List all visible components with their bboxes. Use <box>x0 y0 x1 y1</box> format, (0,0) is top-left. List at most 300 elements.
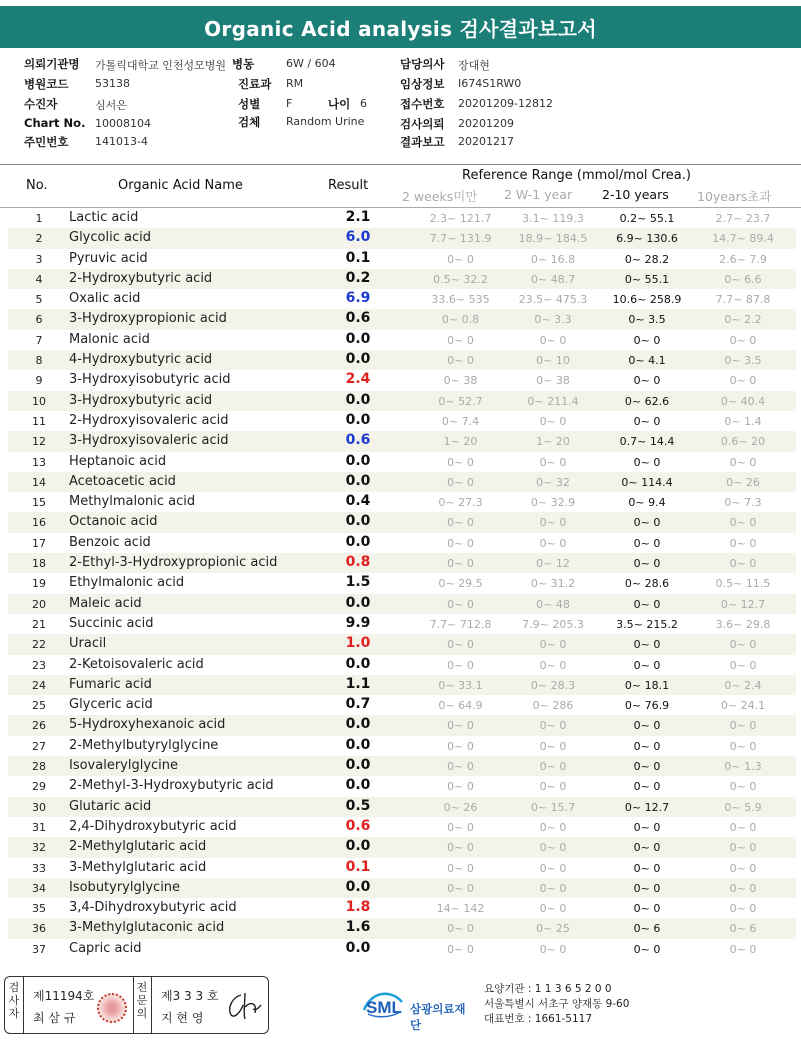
address-line: 서울특별시 서초구 양재동 9-60 <box>484 998 630 1010</box>
ref-range-2-10y: 0~ 0 <box>633 841 661 855</box>
acid-name: Ethylmalonic acid <box>69 575 185 591</box>
table-row <box>8 817 796 837</box>
ref-range-under-2-weeks: 7.7~ 712.8 <box>429 617 492 631</box>
age-label: 나이 <box>328 97 351 111</box>
ref-range-under-2-weeks: 7.7~ 131.9 <box>429 232 492 246</box>
ref-range-2w-1y: 0~ 28.3 <box>530 678 576 692</box>
ref-range-under-2-weeks: 0~ 0 <box>447 475 474 489</box>
result-value: 0.1 <box>345 858 371 875</box>
ref-range-under-2-weeks: 0~ 0 <box>447 881 474 895</box>
row-number: 33 <box>32 861 46 875</box>
ref-range-over-10y: 2.6~ 7.9 <box>719 252 767 266</box>
sex-label: 성별 <box>238 97 261 111</box>
ref-range-2w-1y: 0~ 0 <box>539 638 567 652</box>
ref-range-over-10y: 0~ 26 <box>726 475 760 489</box>
ref-range-2w-1y: 0~ 12 <box>536 557 570 571</box>
ref-range-under-2-weeks: 0.5~ 32.2 <box>433 272 488 286</box>
table-row <box>8 249 796 269</box>
ref-range-under-2-weeks: 0~ 27.3 <box>438 496 483 510</box>
ref-range-2-10y: 0~ 0 <box>633 658 661 672</box>
examiner-seal <box>97 993 127 1023</box>
ref-range-2w-1y: 3.1~ 119.3 <box>522 212 584 225</box>
result-value: 2.1 <box>345 209 371 225</box>
ref-range-over-10y: 0~ 0 <box>729 333 757 347</box>
ref-range-2w-1y: 0~ 211.4 <box>527 394 579 408</box>
ref-range-under-2-weeks: 0~ 0 <box>447 333 474 347</box>
acid-name: 2-Hydroxyisovaleric acid <box>69 412 229 428</box>
ref-range-over-10y: 0~ 2.2 <box>724 313 762 327</box>
ref-range-2-10y: 0~ 0 <box>633 597 661 611</box>
result-value: 1.6 <box>345 919 371 936</box>
code-value: 53138 <box>95 77 130 90</box>
ref-range-over-10y: 14.7~ 89.4 <box>712 232 774 246</box>
row-number: 29 <box>32 780 46 794</box>
specialist-label: 전문의 <box>136 981 148 1020</box>
ref-range-2-10y: 0~ 0 <box>633 374 661 388</box>
ref-range-under-2-weeks: 0~ 0 <box>447 557 474 571</box>
ref-range-2w-1y: 0~ 38 <box>536 374 570 388</box>
row-number: 13 <box>32 455 46 469</box>
acid-name: 2-Methyl-3-Hydroxybutyric acid <box>69 778 274 794</box>
table-row <box>8 573 796 593</box>
ref-range-2w-1y: 0~ 0 <box>539 719 567 733</box>
ref-range-2w-1y: 0~ 0 <box>539 780 567 794</box>
acid-name: 2-Ethyl-3-Hydroxypropionic acid <box>69 555 278 571</box>
ref-range-2-10y: 0~ 0 <box>633 780 661 794</box>
table-row <box>8 269 796 289</box>
table-row <box>8 208 796 228</box>
results-table <box>8 208 796 959</box>
row-number: 32 <box>32 841 46 855</box>
ref-range-over-10y: 0~ 0 <box>729 780 757 794</box>
acid-name: 3-Hydroxyisovaleric acid <box>69 433 229 449</box>
clinical-value: I674S1RW0 <box>458 77 522 90</box>
result-value: 0.0 <box>345 513 371 530</box>
row-number: 21 <box>32 617 46 631</box>
acid-name: Pyruvic acid <box>69 250 148 266</box>
result-value: 0.0 <box>345 716 371 733</box>
ref-range-2w-1y: 0~ 0 <box>539 902 567 916</box>
ref-range-under-2-weeks: 14~ 142 <box>436 902 485 916</box>
ref-range-2w-1y: 0~ 0 <box>539 861 567 875</box>
result-value: 0.5 <box>345 797 371 814</box>
acid-name: Succinic acid <box>69 615 154 631</box>
row-number: 27 <box>32 739 46 753</box>
row-number: 6 <box>35 313 43 327</box>
ref-range-over-10y: 0~ 0 <box>729 536 757 550</box>
lab-address <box>484 982 629 1027</box>
table-row <box>8 309 796 329</box>
row-number: 25 <box>32 699 46 713</box>
ref-range-over-10y: 0~ 6 <box>729 922 757 936</box>
ref-range-2-10y: 0~ 28.6 <box>624 577 670 591</box>
ref-range-2w-1y: 0~ 0 <box>539 658 567 672</box>
result-value: 0.0 <box>345 411 371 428</box>
ref-range-2w-1y: 0~ 286 <box>532 699 574 713</box>
sig-divider <box>23 977 24 1033</box>
ref-range-over-10y: 7.7~ 87.8 <box>715 293 771 307</box>
ref-range-2w-1y: 0~ 0 <box>539 516 567 530</box>
result-value: 0.1 <box>345 249 371 266</box>
row-number: 28 <box>32 760 46 774</box>
result-value: 6.0 <box>345 229 371 246</box>
ref-range-2-10y: 0~ 0 <box>633 638 661 652</box>
specialist-name: 지 현 영 <box>161 1011 204 1025</box>
ref-range-2-10y: 0~ 9.4 <box>628 496 666 510</box>
examiner-name: 최 삼 규 <box>33 1011 76 1025</box>
row-number: 23 <box>32 658 46 672</box>
acid-name: Heptanoic acid <box>69 453 167 469</box>
acid-name: Glyceric acid <box>69 697 153 713</box>
ref-range-2w-1y: 0~ 48 <box>536 597 570 611</box>
row-number: 14 <box>32 475 46 489</box>
table-row <box>8 939 796 959</box>
ref-range-over-10y: 0~ 0 <box>729 841 757 855</box>
result-value: 0.0 <box>345 391 371 408</box>
ref-range-over-10y: 0.6~ 20 <box>720 435 766 449</box>
table-row <box>8 370 796 390</box>
result-value: 6.9 <box>345 290 371 307</box>
ref-range-over-10y: 0~ 3.5 <box>724 354 762 368</box>
acid-name: 2,4-Dihydroxybutyric acid <box>69 818 237 834</box>
table-row <box>8 858 796 878</box>
row-number: 18 <box>32 557 46 571</box>
request-value: 20201209 <box>458 117 514 130</box>
ref-range-2w-1y: 0~ 25 <box>536 922 570 936</box>
sig-divider <box>133 977 134 1033</box>
ref-range-2-10y: 0~ 0 <box>633 455 661 469</box>
acid-name: Acetoacetic acid <box>69 473 176 489</box>
ref-range-over-10y: 0~ 6.6 <box>724 272 762 286</box>
acid-name: 2-Methylbutyrylglycine <box>69 737 219 753</box>
table-row <box>8 431 796 451</box>
sig-divider <box>151 977 152 1033</box>
ref-range-2w-1y: 0~ 0 <box>539 942 567 956</box>
ref-range-2-10y: 0~ 18.1 <box>624 678 670 692</box>
specialist-no: 제3 3 3 호 <box>161 989 219 1003</box>
ref-range-2-10y: 0~ 76.9 <box>624 699 670 713</box>
ref-range-under-2-weeks: 0~ 0 <box>447 942 474 956</box>
dept-label: 진료과 <box>238 77 272 91</box>
ref-range-2w-1y: 18.9~ 184.5 <box>518 232 588 246</box>
clinical-label: 임상정보 <box>400 77 445 91</box>
header-top-rule <box>0 164 801 165</box>
ref-range-2w-1y: 0~ 32.9 <box>530 496 576 510</box>
row-number: 26 <box>32 719 46 733</box>
ref-range-2-10y: 0~ 0 <box>633 739 661 753</box>
signature-icon <box>223 989 263 1023</box>
table-row <box>8 898 796 918</box>
ref-range-2-10y: 0~ 0 <box>633 557 661 571</box>
signature-box <box>4 976 269 1034</box>
row-number: 1 <box>35 212 43 225</box>
row-number: 35 <box>32 902 46 916</box>
col-reference: Reference Range (mmol/mol Crea.) <box>462 168 691 183</box>
table-row <box>8 715 796 735</box>
row-number: 34 <box>32 881 46 895</box>
row-number: 11 <box>32 414 46 428</box>
row-number: 22 <box>32 638 46 652</box>
ref-range-2-10y: 0~ 0 <box>633 333 661 347</box>
ward-label: 병동 <box>232 57 255 71</box>
ref-range-over-10y: 3.6~ 29.8 <box>715 617 771 631</box>
ref-range-under-2-weeks: 0~ 0 <box>447 739 474 753</box>
ref-range-under-2-weeks: 0~ 0 <box>447 760 474 774</box>
acid-name: 3-Methylglutaric acid <box>69 859 207 875</box>
row-number: 15 <box>32 496 46 510</box>
ref-range-2-10y: 0~ 114.4 <box>621 475 673 489</box>
ref-range-2w-1y: 23.5~ 475.3 <box>518 293 588 307</box>
ref-range-over-10y: 0~ 1.3 <box>724 760 762 774</box>
table-row <box>8 553 796 573</box>
ref-range-2w-1y: 0~ 3.3 <box>534 313 572 327</box>
table-row <box>8 289 796 309</box>
table-row <box>8 736 796 756</box>
acid-name: 5-Hydroxyhexanoic acid <box>69 717 226 733</box>
col-result: Result <box>328 178 369 193</box>
result-value: 0.6 <box>345 310 371 327</box>
ref-range-2w-1y: 0~ 0 <box>539 820 567 834</box>
table-row <box>8 797 796 817</box>
ref-range-over-10y: 0~ 0 <box>729 638 757 652</box>
row-number: 12 <box>32 435 46 449</box>
acid-name: 4-Hydroxybutyric acid <box>69 352 213 368</box>
table-row <box>8 492 796 512</box>
ref-range-over-10y: 0~ 2.4 <box>724 678 762 692</box>
ref-range-2w-1y: 7.9~ 205.3 <box>522 617 584 631</box>
ref-range-under-2-weeks: 0~ 26 <box>443 800 478 814</box>
ref-range-2w-1y: 0~ 32 <box>536 475 570 489</box>
specimen-value: Random Urine <box>286 115 365 128</box>
acid-name: Glutaric acid <box>69 798 152 814</box>
table-row <box>8 330 796 350</box>
ref-range-2-10y: 0~ 0 <box>633 881 661 895</box>
patient-label: 수진자 <box>24 97 58 111</box>
result-value: 0.0 <box>345 757 371 774</box>
ref-range-2-10y: 0~ 0 <box>633 414 661 428</box>
patient-info <box>0 54 801 154</box>
acid-name: Glycolic acid <box>69 230 151 246</box>
result-value: 0.0 <box>345 594 371 611</box>
table-row <box>8 512 796 532</box>
result-value: 9.9 <box>345 614 371 631</box>
acid-name: Lactic acid <box>69 210 139 225</box>
table-row <box>8 411 796 431</box>
acid-name: Uracil <box>69 636 107 652</box>
ref-range-2-10y: 0.7~ 14.4 <box>619 435 675 449</box>
result-value: 0.0 <box>345 878 371 895</box>
acid-name: Maleic acid <box>69 595 142 611</box>
row-number: 24 <box>32 678 46 692</box>
ref-range-under-2-weeks: 0~ 0 <box>447 252 474 266</box>
table-row <box>8 594 796 614</box>
ref-range-under-2-weeks: 0~ 0 <box>447 820 474 834</box>
ref-range-2-10y: 3.5~ 215.2 <box>616 617 678 631</box>
hospital-label: 의뢰기관명 <box>24 57 80 71</box>
table-header <box>0 170 801 206</box>
ref-range-under-2-weeks: 1~ 20 <box>443 435 478 449</box>
table-row <box>8 634 796 654</box>
table-row <box>8 391 796 411</box>
ref-range-2-10y: 0~ 0 <box>633 760 661 774</box>
row-number: 20 <box>32 597 46 611</box>
result-value: 0.8 <box>345 554 371 571</box>
request-label: 검사의뢰 <box>400 117 445 131</box>
ref-range-2w-1y: 0~ 0 <box>539 739 567 753</box>
report-footer <box>0 966 801 1040</box>
patient-value: 심서은 <box>95 99 127 112</box>
ref-range-2w-1y: 0~ 15.7 <box>530 800 576 814</box>
ref-range-2w-1y: 0~ 0 <box>539 536 567 550</box>
ref-range-2-10y: 0.2~ 55.1 <box>619 212 675 225</box>
ref-range-under-2-weeks: 0~ 64.9 <box>438 699 483 713</box>
institution-code: 요양기관 : 1 1 3 6 5 2 0 0 <box>484 983 612 995</box>
code-label: 병원코드 <box>24 77 69 91</box>
logo-text: SML <box>366 998 402 1017</box>
ref-range-under-2-weeks: 0~ 0 <box>447 597 474 611</box>
ref-range-over-10y: 0~ 0 <box>729 557 757 571</box>
acid-name: 3-Hydroxyisobutyric acid <box>69 372 231 388</box>
ref-range-2-10y: 0~ 28.2 <box>624 252 670 266</box>
acid-name: Octanoic acid <box>69 514 158 530</box>
result-value: 1.5 <box>345 574 371 591</box>
ref-range-over-10y: 0~ 12.7 <box>720 597 766 611</box>
acid-name: 2-Ketoisovaleric acid <box>69 656 204 672</box>
ref-range-over-10y: 0~ 0 <box>729 881 757 895</box>
ref-range-2-10y: 0~ 12.7 <box>624 800 670 814</box>
chart-value: 10008104 <box>95 117 151 130</box>
ref-range-over-10y: 0~ 0 <box>729 902 757 916</box>
ref-range-under-2-weeks: 0~ 0 <box>447 780 474 794</box>
result-value: 0.0 <box>345 655 371 672</box>
result-value: 2.4 <box>345 371 371 388</box>
ref-range-2w-1y: 0~ 10 <box>536 354 570 368</box>
ref-range-over-10y: 0~ 0 <box>729 820 757 834</box>
table-row <box>8 918 796 938</box>
result-value: 0.4 <box>345 493 371 510</box>
result-value: 1.1 <box>345 675 371 692</box>
ref-range-2-10y: 6.9~ 130.6 <box>616 232 678 246</box>
ref-range-2-10y: 0~ 3.5 <box>628 313 666 327</box>
ref-range-2-10y: 10.6~ 258.9 <box>612 293 682 307</box>
report-title: Organic Acid analysis 검사결과보고서 <box>0 6 801 48</box>
row-number: 36 <box>32 922 46 936</box>
result-value: 0.0 <box>345 351 371 368</box>
ref-range-under-2-weeks: 2.3~ 121.7 <box>429 212 492 225</box>
ref-range-over-10y: 0~ 40.4 <box>720 394 766 408</box>
ref-range-over-10y: 2.7~ 23.7 <box>715 212 771 225</box>
row-number: 17 <box>32 536 46 550</box>
row-number: 19 <box>32 577 46 591</box>
dept-value: RM <box>286 77 304 90</box>
ref-range-over-10y: 0.5~ 11.5 <box>715 577 771 591</box>
table-row <box>8 776 796 796</box>
acid-name: Fumaric acid <box>69 676 152 692</box>
result-value: 0.0 <box>345 330 371 347</box>
acid-name: Benzoic acid <box>69 534 151 550</box>
row-number: 37 <box>32 942 46 956</box>
ref-range-over-10y: 0~ 0 <box>729 861 757 875</box>
age-value: 6 <box>360 97 367 110</box>
result-value: 0.0 <box>345 838 371 855</box>
acid-name: 3,4-Dihydroxybutyric acid <box>69 900 237 916</box>
logo-name: 삼광의료재단 <box>410 1002 466 1032</box>
col-no: No. <box>26 178 48 193</box>
ref-range-under-2-weeks: 0~ 0 <box>447 638 474 652</box>
acid-name: Oxalic acid <box>69 291 141 307</box>
row-number: 5 <box>35 293 43 307</box>
ref-range-under-2-weeks: 0~ 0 <box>447 719 474 733</box>
doctor-value: 장대현 <box>458 59 490 72</box>
row-number: 9 <box>35 374 43 388</box>
ref-range-2-10y: 0~ 0 <box>633 902 661 916</box>
result-value: 0.7 <box>345 696 371 713</box>
result-value: 0.2 <box>345 269 371 286</box>
acid-name: 2-Methylglutaric acid <box>69 839 207 855</box>
row-number: 3 <box>35 252 43 266</box>
ref-range-under-2-weeks: 0~ 29.5 <box>438 577 483 591</box>
doctor-label: 담당의사 <box>400 57 445 71</box>
ref-range-over-10y: 0~ 0 <box>729 516 757 530</box>
table-row <box>8 655 796 675</box>
table-row <box>8 695 796 715</box>
ref-range-2-10y: 0~ 4.1 <box>628 354 666 368</box>
ref-range-2w-1y: 0~ 0 <box>539 881 567 895</box>
table-row <box>8 452 796 472</box>
acid-name: 3-Hydroxybutyric acid <box>69 392 213 408</box>
ref-range-2-10y: 0~ 6 <box>633 922 661 936</box>
ref-range-over-10y: 0~ 24.1 <box>720 699 766 713</box>
ref-range-2w-1y: 1~ 20 <box>536 435 570 449</box>
specimen-label: 검체 <box>238 115 261 129</box>
table-row <box>8 614 796 634</box>
result-value: 1.0 <box>345 635 371 652</box>
table-row <box>8 675 796 695</box>
result-value: 0.0 <box>345 777 371 794</box>
row-number: 2 <box>35 232 43 246</box>
result-value: 0.0 <box>345 939 371 956</box>
ref-range-under-2-weeks: 0~ 0 <box>447 455 474 469</box>
table-row <box>8 878 796 898</box>
report-date-label: 결과보고 <box>400 135 445 149</box>
ref-range-under-2-weeks: 0~ 0 <box>447 861 474 875</box>
ref-range-2w-1y: 0~ 31.2 <box>530 577 576 591</box>
report-date-value: 20201217 <box>458 135 514 148</box>
ref-range-over-10y: 0~ 0 <box>729 719 757 733</box>
col-ref-10y: 10years초과 <box>697 189 772 204</box>
acid-name: Malonic acid <box>69 331 150 347</box>
ref-range-under-2-weeks: 0~ 0.8 <box>441 313 480 327</box>
ref-range-2-10y: 0~ 55.1 <box>624 272 670 286</box>
col-ref-2w-1y: 2 W-1 year <box>504 187 573 202</box>
acid-name: Methylmalonic acid <box>69 494 196 510</box>
ref-range-2-10y: 0~ 62.6 <box>624 394 670 408</box>
result-value: 0.0 <box>345 736 371 753</box>
acid-name: 3-Hydroxypropionic acid <box>69 311 227 327</box>
ref-range-2-10y: 0~ 0 <box>633 516 661 530</box>
ref-range-under-2-weeks: 0~ 0 <box>447 354 474 368</box>
ref-range-over-10y: 0~ 7.3 <box>724 496 762 510</box>
ref-range-under-2-weeks: 0~ 0 <box>447 516 474 530</box>
row-number: 30 <box>32 800 46 814</box>
ref-range-under-2-weeks: 0~ 0 <box>447 841 474 855</box>
receipt-label: 접수번호 <box>400 97 445 111</box>
result-value: 0.6 <box>345 432 371 449</box>
phone-line: 대표번호 : 1661-5117 <box>484 1013 593 1025</box>
col-ref-2-10y: 2-10 years <box>602 187 669 202</box>
ref-range-over-10y: 0~ 0 <box>729 658 757 672</box>
acid-name: 3-Methylglutaconic acid <box>69 920 225 936</box>
